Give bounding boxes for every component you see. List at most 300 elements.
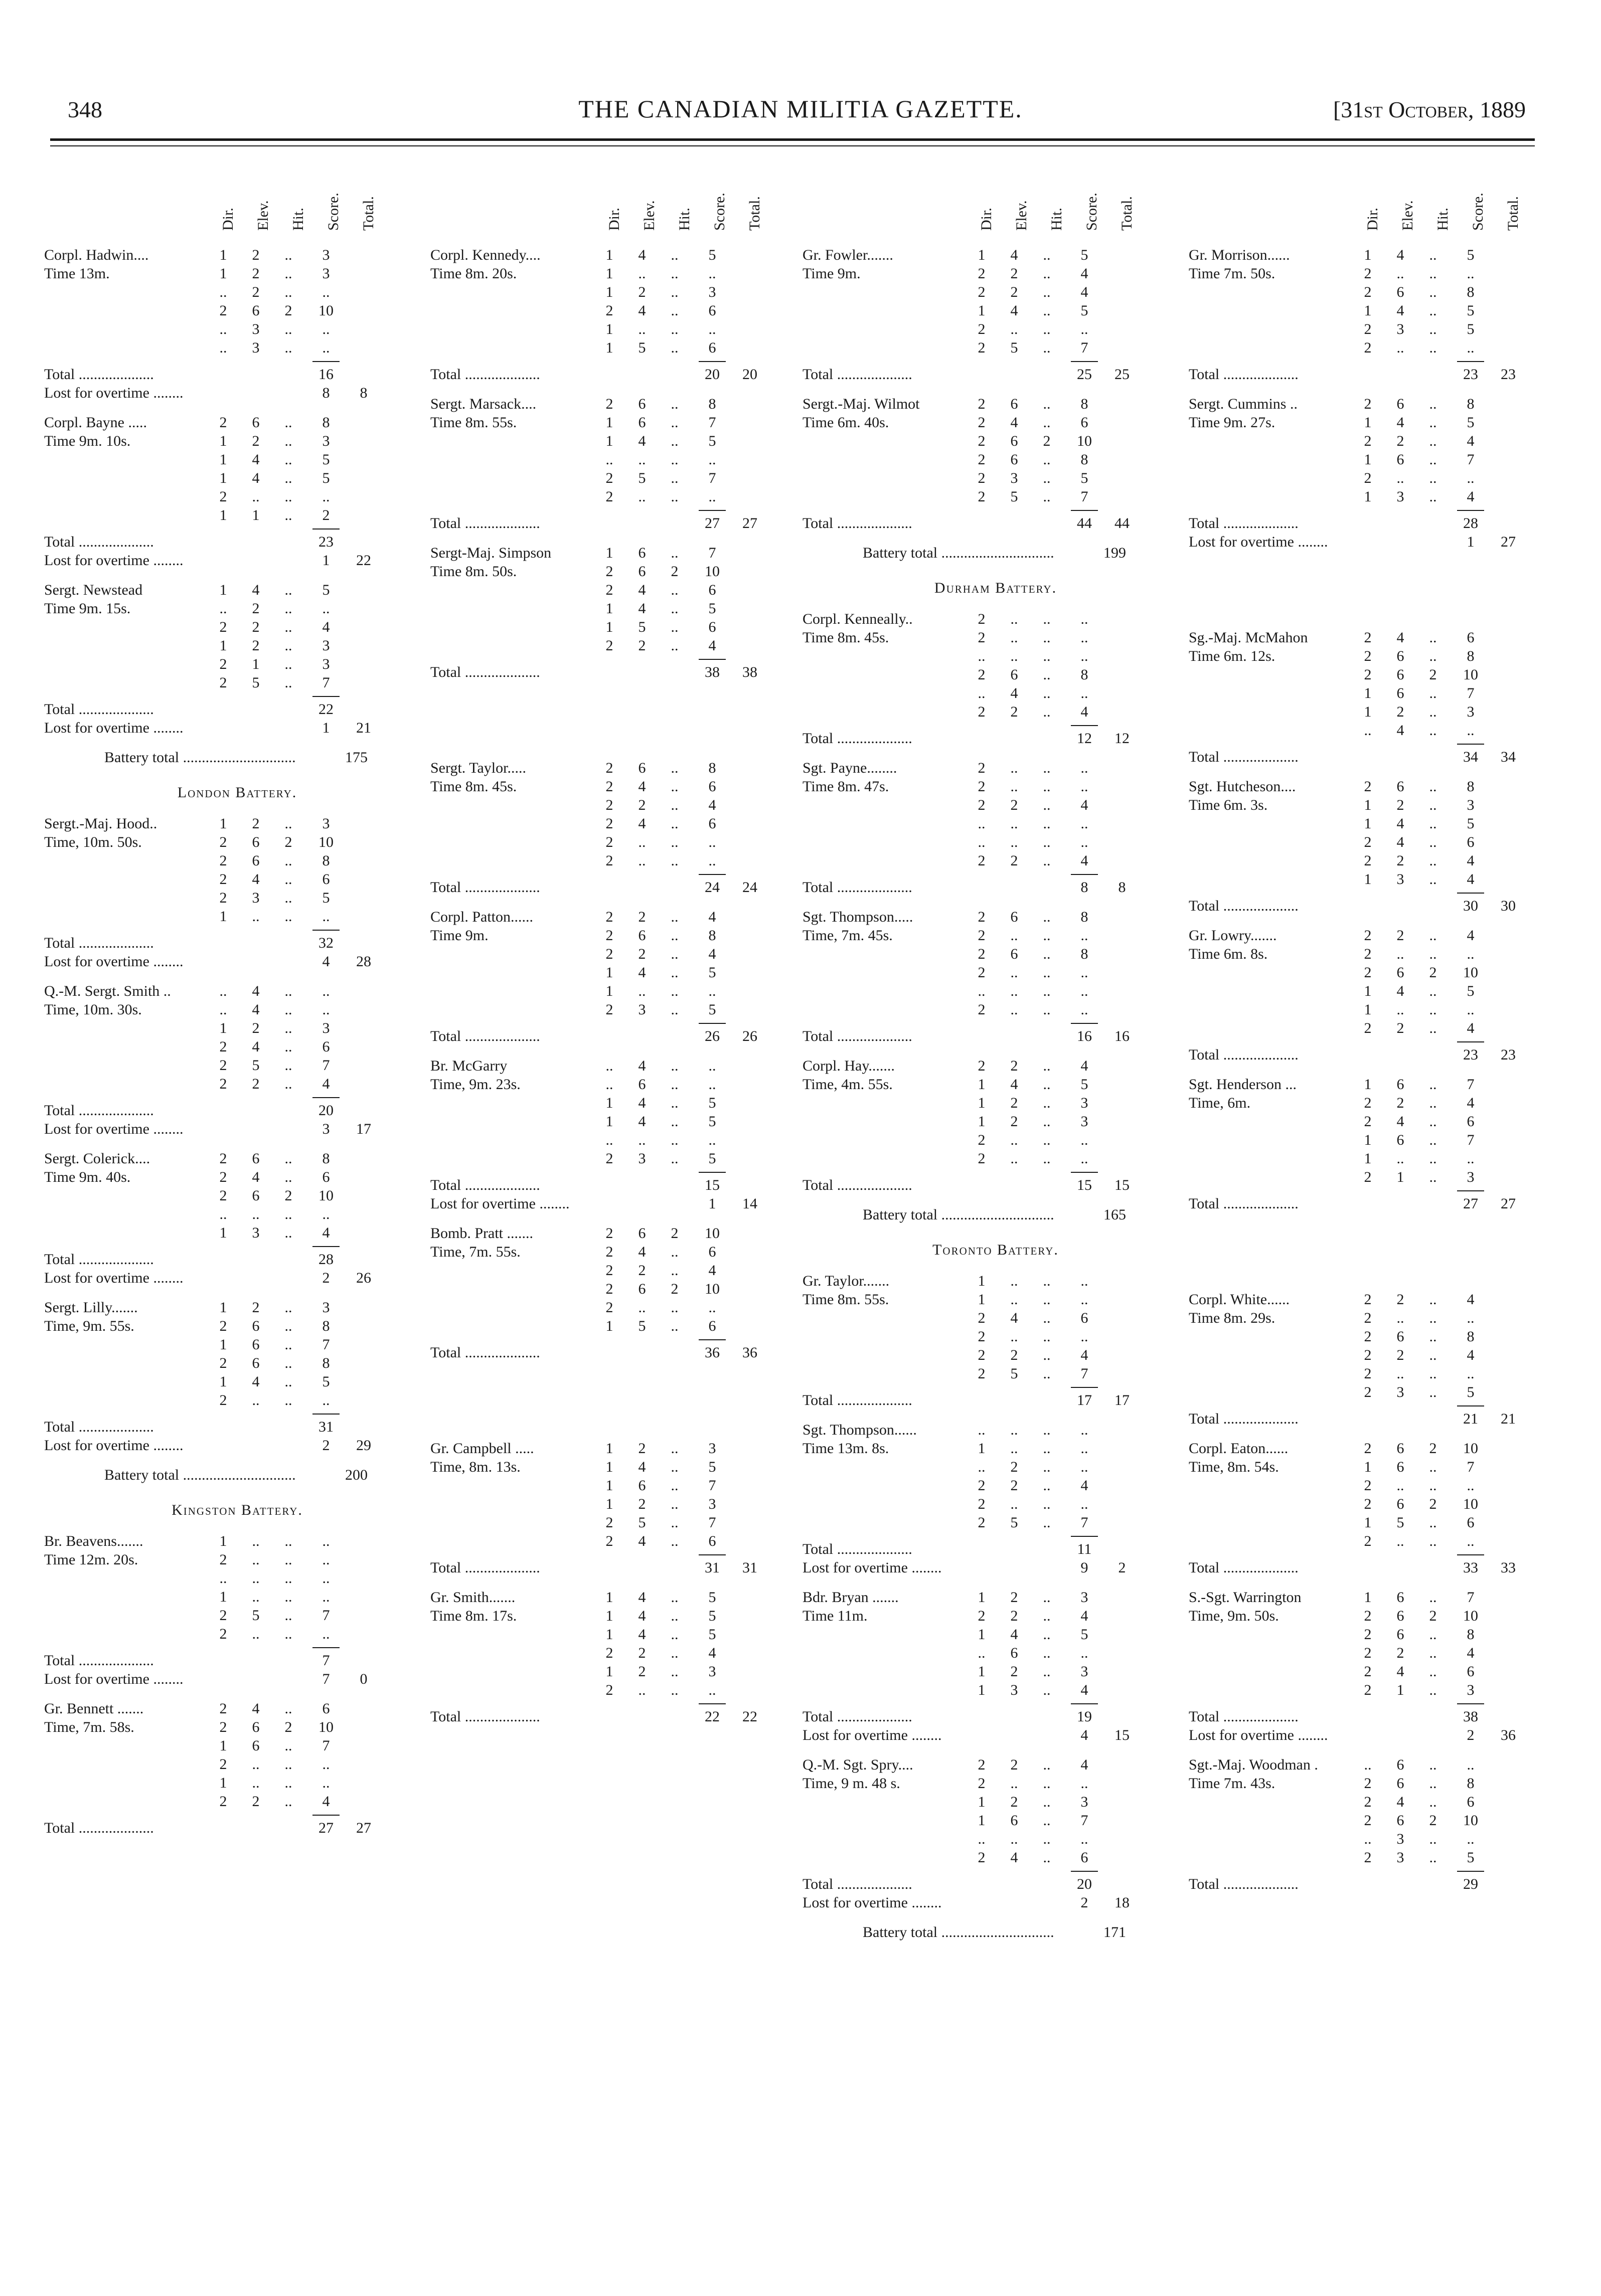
shot-value: .. — [1467, 265, 1475, 282]
shot-value: 6 — [1396, 396, 1404, 412]
shot-value: .. — [1043, 703, 1051, 720]
shot-value: 4 — [252, 582, 260, 598]
shot-value: 6 — [1467, 1794, 1475, 1810]
score-rule — [44, 927, 430, 935]
total-row — [430, 1177, 817, 1195]
shot-value: 2 — [605, 302, 613, 319]
shot-value: 2 — [605, 563, 613, 580]
overtime-row — [430, 1195, 817, 1214]
shot-row — [1189, 1328, 1575, 1347]
shot-value: 2 — [638, 284, 646, 300]
shot-value: 2 — [978, 666, 986, 683]
shot-value: 2 — [605, 488, 613, 505]
total-value: 25 — [1077, 366, 1092, 383]
overtime-label: Lost for overtime ........ — [1189, 534, 1328, 550]
shot-value: .. — [1043, 1514, 1051, 1531]
competitor-time: Time 7m. 43s. — [1189, 1775, 1275, 1792]
final-score: 36 — [742, 1344, 757, 1361]
shot-value: 2 — [638, 909, 646, 925]
shot-value: 6 — [1010, 1645, 1018, 1661]
shot-value: .. — [1043, 1756, 1051, 1773]
shot-value: 6 — [638, 1076, 646, 1093]
shot-value: 4 — [638, 815, 646, 832]
shot-value: 1 — [1364, 451, 1372, 468]
competitor-name: Br. McGarry — [430, 1057, 508, 1074]
competitor-entry — [430, 247, 817, 385]
battery-heading: Toronto Battery. — [932, 1242, 1059, 1258]
shot-row — [1189, 1849, 1575, 1868]
shot-value: 6 — [252, 302, 260, 319]
shot-value: .. — [638, 451, 646, 468]
competitor-time: Time 9m. — [803, 265, 861, 282]
shot-value: 7 — [1467, 685, 1475, 701]
shot-value: 4 — [638, 433, 646, 449]
competitor-entry — [1189, 1440, 1575, 1578]
shot-value: .. — [322, 908, 330, 925]
battery-total-row — [44, 1467, 430, 1487]
shot-value: 2 — [1364, 1496, 1372, 1512]
shot-value: .. — [671, 778, 679, 795]
shot-value: 4 — [1396, 722, 1404, 739]
shot-value: 1 — [219, 1224, 227, 1241]
shot-row — [803, 1663, 1189, 1682]
overtime-row — [803, 1559, 1189, 1578]
shot-row — [44, 284, 430, 302]
shot-value: .. — [1429, 247, 1437, 263]
shot-value: 2 — [1364, 1291, 1372, 1308]
shot-value: 5 — [252, 1607, 260, 1624]
shot-row — [44, 1392, 430, 1410]
shot-row — [803, 451, 1189, 470]
competitor-entry — [430, 1225, 817, 1363]
score-rule — [803, 1868, 1189, 1876]
total-label: Total .................... — [1189, 1046, 1299, 1063]
shot-row — [803, 1775, 1189, 1794]
competitor-time: Time 9m. 40s. — [44, 1169, 131, 1185]
shot-value: 6 — [638, 414, 646, 431]
shot-value: .. — [1043, 1365, 1051, 1382]
shot-value: 3 — [1467, 797, 1475, 813]
shot-row — [430, 760, 817, 778]
shot-value: 2 — [1396, 1645, 1404, 1661]
shot-value: .. — [1080, 1440, 1088, 1457]
overtime-row — [1189, 1727, 1575, 1745]
shot-value: .. — [1429, 1001, 1437, 1018]
shot-value: 8 — [708, 760, 716, 776]
shot-value: .. — [1010, 1422, 1018, 1438]
shot-row — [803, 1589, 1189, 1608]
shot-value: 2 — [605, 909, 613, 925]
competitor-time: Time 9m. 15s. — [44, 600, 131, 617]
shot-value: 8 — [1467, 1328, 1475, 1345]
shot-value: 6 — [708, 1318, 716, 1334]
shot-row — [44, 1719, 430, 1737]
shot-value: 2 — [1364, 1095, 1372, 1111]
shot-value: .. — [671, 284, 679, 300]
shot-row — [44, 247, 430, 265]
shot-value: .. — [1043, 1076, 1051, 1093]
shot-value: .. — [284, 1169, 292, 1185]
shot-value: .. — [284, 908, 292, 925]
shot-value: .. — [1043, 1440, 1051, 1457]
battery-total-value: 199 — [1103, 545, 1126, 561]
shot-value: 1 — [605, 1113, 613, 1130]
shot-value: .. — [322, 339, 330, 356]
shot-value: .. — [638, 834, 646, 850]
total-value: 20 — [1077, 1876, 1092, 1892]
total-row — [44, 1820, 430, 1838]
final-score: 0 — [360, 1671, 368, 1687]
final-score: 25 — [1114, 366, 1130, 383]
shot-value: 4 — [1467, 1645, 1475, 1661]
shot-value: 3 — [708, 284, 716, 300]
shot-value: .. — [671, 1682, 679, 1698]
shot-value: .. — [1396, 1150, 1404, 1167]
shot-value: 5 — [1080, 1076, 1088, 1093]
shot-value: .. — [1429, 1365, 1437, 1382]
shot-value: 4 — [1010, 247, 1018, 263]
competitor-time: Time, 7m. 58s. — [44, 1719, 134, 1735]
score-rule — [803, 722, 1189, 730]
competitor-entry — [44, 983, 430, 1139]
shot-value: 1 — [1364, 815, 1372, 832]
shot-value: 5 — [638, 619, 646, 635]
shot-row — [1189, 946, 1575, 964]
shot-value: 1 — [219, 1533, 227, 1549]
shot-row — [44, 1169, 430, 1187]
shot-value: 4 — [1396, 834, 1404, 850]
shot-value: 2 — [605, 1533, 613, 1549]
shot-value: .. — [708, 1682, 716, 1698]
shot-value: 4 — [322, 619, 330, 635]
shot-value: 1 — [1364, 983, 1372, 999]
shot-value: 2 — [1429, 964, 1437, 981]
shot-row — [430, 778, 817, 797]
competitor-time: Time 13m. — [44, 265, 110, 282]
shot-value: 7 — [1467, 1589, 1475, 1606]
shot-value: 4 — [1080, 797, 1088, 813]
shot-value: 1 — [605, 1318, 613, 1334]
shot-row — [430, 1514, 817, 1533]
shot-row — [1189, 629, 1575, 648]
shot-value: 3 — [638, 1150, 646, 1167]
shot-row — [44, 1775, 430, 1793]
shot-row — [44, 600, 430, 619]
shot-row — [1189, 433, 1575, 451]
shot-row — [430, 852, 817, 871]
shot-value: .. — [1080, 1132, 1088, 1148]
shot-value: .. — [671, 545, 679, 561]
shot-value: 6 — [1080, 414, 1088, 431]
shot-row — [44, 1001, 430, 1020]
competitor-entry — [44, 1299, 430, 1456]
final-score: 8 — [360, 385, 368, 401]
shot-value: .. — [1429, 778, 1437, 795]
shot-row — [1189, 1440, 1575, 1459]
score-column — [430, 160, 817, 1727]
shot-row — [44, 582, 430, 600]
shot-value: .. — [1080, 629, 1088, 646]
shot-value: 5 — [708, 1608, 716, 1624]
competitor-name: Sergt. Colerick.... — [44, 1150, 150, 1167]
shot-value: .. — [1429, 1794, 1437, 1810]
shot-value: .. — [322, 1775, 330, 1791]
shot-value: 2 — [605, 1299, 613, 1316]
shot-row — [1189, 1775, 1575, 1794]
total-value: 44 — [1077, 515, 1092, 532]
shot-value: .. — [671, 637, 679, 654]
column-header-label: Hit. — [1048, 208, 1065, 231]
shot-value: 6 — [252, 852, 260, 869]
battery-total-label: Battery total .............................. — [863, 545, 1054, 561]
shot-value: 6 — [252, 1355, 260, 1371]
shot-value: .. — [671, 1514, 679, 1531]
shot-value: 6 — [1010, 1812, 1018, 1829]
shot-value: 2 — [219, 1318, 227, 1334]
total-value: 19 — [1077, 1708, 1092, 1725]
total-value: 27 — [1463, 1195, 1478, 1212]
total-row — [803, 1876, 1189, 1894]
shot-value: .. — [1429, 1849, 1437, 1866]
shot-value: .. — [1364, 1756, 1372, 1773]
shot-value: .. — [322, 1756, 330, 1773]
shot-value: 2 — [605, 760, 613, 776]
shot-value: 4 — [1467, 488, 1475, 505]
shot-row — [1189, 1514, 1575, 1533]
shot-value: 2 — [252, 433, 260, 449]
shot-value: .. — [671, 1057, 679, 1074]
shot-value: 3 — [1467, 1682, 1475, 1698]
competitor-entry — [803, 396, 1189, 534]
shot-value: 6 — [1396, 1626, 1404, 1643]
final-score: 16 — [1114, 1028, 1130, 1044]
shot-value: 6 — [1010, 946, 1018, 962]
shot-value: .. — [605, 1057, 613, 1074]
shot-value: 4 — [638, 1057, 646, 1074]
shot-value: 6 — [1396, 1756, 1404, 1773]
shot-row — [44, 890, 430, 908]
shot-value: 4 — [252, 1038, 260, 1055]
total-row — [430, 879, 817, 898]
competitor-time: Time 8m. 55s. — [803, 1291, 889, 1308]
shot-value: 5 — [322, 1373, 330, 1390]
battery-heading — [1189, 598, 1575, 618]
total-value: 38 — [705, 664, 720, 680]
total-value: 15 — [705, 1177, 720, 1193]
score-rule — [44, 1094, 430, 1102]
shot-value: .. — [219, 1570, 227, 1586]
shot-row — [44, 983, 430, 1001]
shot-value: 2 — [978, 852, 986, 869]
competitor-name: Q.-M. Sergt. Smith .. — [44, 983, 171, 999]
shot-value: 5 — [1010, 1365, 1018, 1382]
shot-value: .. — [284, 265, 292, 282]
shot-value: .. — [708, 1299, 716, 1316]
total-row — [44, 1652, 430, 1671]
shot-value: 2 — [978, 265, 986, 282]
shot-value: 5 — [1080, 247, 1088, 263]
total-row — [803, 1177, 1189, 1195]
shot-value: .. — [1429, 433, 1437, 449]
shot-value: 1 — [1396, 1682, 1404, 1698]
shot-value: .. — [284, 871, 292, 888]
battery-total-label: Battery total .............................. — [104, 749, 296, 766]
shot-value: 6 — [322, 1700, 330, 1717]
shot-value: .. — [322, 1588, 330, 1605]
shot-value: .. — [284, 1737, 292, 1754]
shot-value: 1 — [978, 1794, 986, 1810]
score-rule — [1189, 1868, 1575, 1876]
total-row — [430, 366, 817, 385]
total-value: 7 — [322, 1652, 330, 1669]
shot-value: 3 — [1080, 1113, 1088, 1130]
competitor-name: Corpl. Bayne ..... — [44, 414, 147, 431]
shot-row — [1189, 1794, 1575, 1812]
competitor-entry — [803, 1422, 1189, 1578]
shot-value: .. — [1396, 1001, 1404, 1018]
competitor-name: Gr. Bennett ....... — [44, 1700, 144, 1717]
overtime-label: Lost for overtime ........ — [44, 1121, 184, 1137]
shot-value: .. — [1043, 1132, 1051, 1148]
shot-value: .. — [284, 983, 292, 999]
shot-value: 2 — [1010, 852, 1018, 869]
shot-value: .. — [1043, 1608, 1051, 1624]
shot-value: .. — [1010, 1328, 1018, 1345]
shot-row — [1189, 1812, 1575, 1831]
shot-row — [430, 600, 817, 619]
shot-value: 4 — [1010, 414, 1018, 431]
shot-value: 4 — [252, 983, 260, 999]
battery-total-value: 175 — [345, 749, 368, 766]
shot-row — [1189, 1132, 1575, 1150]
overtime-value: 1 — [322, 552, 330, 569]
shot-value: 2 — [978, 611, 986, 627]
shot-value: 2 — [219, 302, 227, 319]
shot-value: .. — [1396, 265, 1404, 282]
shot-value: .. — [1429, 488, 1437, 505]
shot-value: 4 — [638, 778, 646, 795]
shot-value: .. — [252, 1206, 260, 1222]
score-rule — [1189, 1038, 1575, 1046]
competitor-entry — [1189, 629, 1575, 767]
shot-row — [803, 983, 1189, 1001]
shot-value: 1 — [219, 1373, 227, 1390]
shot-value: 7 — [322, 1607, 330, 1624]
shot-row — [803, 1347, 1189, 1365]
shot-row — [803, 1514, 1189, 1533]
shot-row — [803, 1422, 1189, 1440]
shot-row — [1189, 1169, 1575, 1187]
shot-value: 7 — [1080, 488, 1088, 505]
shot-value: 2 — [219, 1187, 227, 1204]
shot-value: .. — [1043, 1775, 1051, 1792]
shot-value: .. — [284, 488, 292, 505]
shot-row — [803, 834, 1189, 852]
shot-value: .. — [1043, 1645, 1051, 1661]
shot-row — [1189, 396, 1575, 414]
shot-value: 6 — [1396, 666, 1404, 683]
total-value: 27 — [705, 515, 720, 532]
shot-value: .. — [1043, 1849, 1051, 1866]
shot-value: 2 — [219, 1756, 227, 1773]
shot-value: .. — [671, 321, 679, 337]
shot-value: 2 — [219, 656, 227, 672]
total-value: 11 — [1077, 1541, 1092, 1557]
shot-value: 2 — [1364, 1328, 1372, 1345]
shot-value: .. — [1429, 265, 1437, 282]
shot-value: 7 — [708, 470, 716, 486]
shot-value: 2 — [605, 637, 613, 654]
shot-value: .. — [671, 1318, 679, 1334]
total-value: 12 — [1077, 730, 1092, 747]
shot-value: 2 — [252, 619, 260, 635]
total-row — [1189, 1195, 1575, 1214]
shot-row — [803, 1626, 1189, 1645]
shot-value: 4 — [1467, 871, 1475, 888]
shot-value: 5 — [708, 1113, 716, 1130]
score-column — [1189, 160, 1575, 1894]
shot-value: 2 — [605, 1225, 613, 1242]
competitor-entry — [44, 582, 430, 738]
shot-value: .. — [1010, 1291, 1018, 1308]
competitor-name: Gr. Lowry....... — [1189, 927, 1277, 944]
shot-value: 1 — [219, 470, 227, 486]
shot-value: .. — [1429, 629, 1437, 646]
shot-value: 5 — [708, 1459, 716, 1475]
battery-total-value: 171 — [1103, 1924, 1126, 1940]
shot-value: .. — [1467, 1310, 1475, 1326]
shot-value: 4 — [638, 247, 646, 263]
shot-value: .. — [1429, 1150, 1437, 1167]
shot-value: 2 — [1364, 1384, 1372, 1400]
overtime-row — [44, 552, 430, 571]
shot-value: 2 — [1396, 1347, 1404, 1363]
total-label: Total .................... — [430, 879, 540, 896]
shot-value: 1 — [1364, 1514, 1372, 1531]
shot-value: .. — [605, 1076, 613, 1093]
shot-value: 6 — [708, 778, 716, 795]
shot-value: .. — [1043, 927, 1051, 944]
shot-row — [430, 1459, 817, 1477]
shot-value: 2 — [671, 1225, 679, 1242]
shot-row — [1189, 815, 1575, 834]
shot-value: .. — [284, 674, 292, 691]
shot-row — [1189, 1477, 1575, 1496]
shot-value: .. — [1429, 1132, 1437, 1148]
shot-value: 2 — [1364, 1849, 1372, 1866]
shot-value: .. — [1429, 1169, 1437, 1185]
shot-value: 4 — [638, 1459, 646, 1475]
shot-value: .. — [671, 760, 679, 776]
shot-value: 1 — [605, 1663, 613, 1680]
total-value: 23 — [318, 534, 334, 550]
shot-row — [803, 1756, 1189, 1775]
shot-value: 1 — [605, 433, 613, 449]
shot-value: .. — [252, 908, 260, 925]
shot-row — [430, 1113, 817, 1132]
shot-value: 2 — [219, 834, 227, 850]
final-score: 27 — [1501, 534, 1516, 550]
shot-value: .. — [671, 946, 679, 962]
shot-value: 5 — [1467, 247, 1475, 263]
competitor-time: Time 9m. — [430, 927, 489, 944]
shot-value: 3 — [1396, 871, 1404, 888]
final-score: 33 — [1501, 1559, 1516, 1576]
shot-value: .. — [284, 1318, 292, 1334]
shot-row — [44, 834, 430, 852]
shot-row — [430, 470, 817, 488]
shot-value: .. — [1429, 302, 1437, 319]
